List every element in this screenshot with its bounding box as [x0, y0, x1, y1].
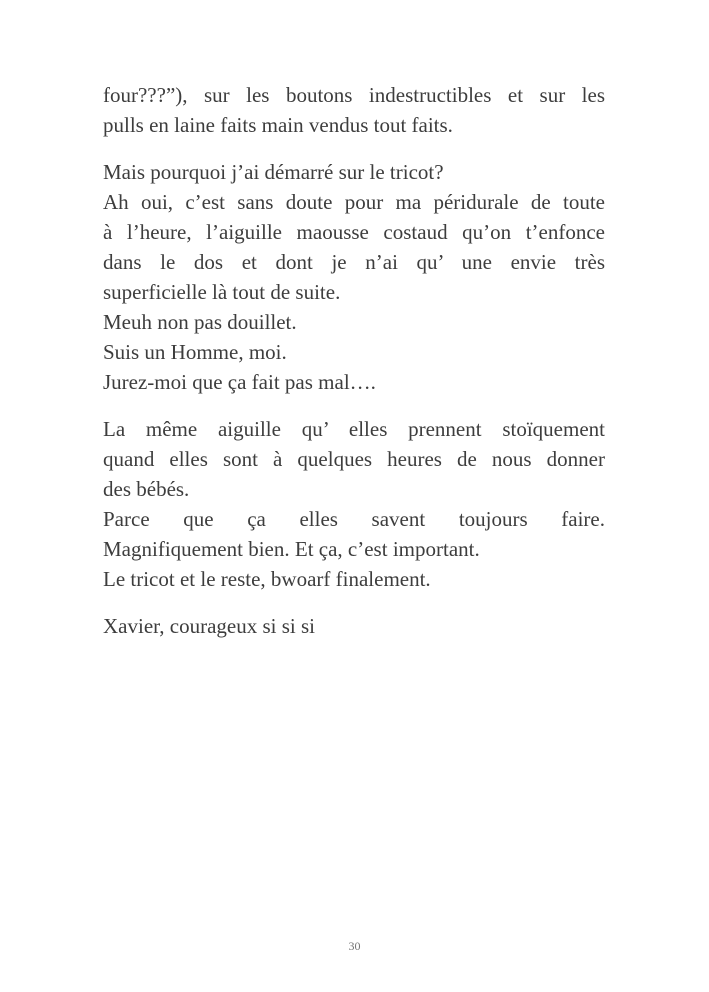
- text-line: pulls en laine faits main vendus tout faits.: [103, 113, 453, 137]
- text-content: [103, 80, 605, 641]
- paragraph-block: [103, 414, 605, 594]
- paragraph-block: [103, 80, 605, 140]
- signature-line: Xavier, courageux si si si: [103, 614, 316, 638]
- text-line: La même aiguille qu’ elles prennent stoïquement: [103, 417, 605, 441]
- text-line: Meuh non pas douillet.: [103, 310, 297, 334]
- text-line: dans le dos et dont je n’ai qu’ une envie très: [103, 250, 605, 274]
- page-number: 30: [348, 939, 361, 953]
- text-line: superficielle là tout de suite.: [103, 280, 341, 304]
- text-line: des bébés.: [103, 477, 190, 501]
- paragraph-block: [103, 157, 605, 397]
- text-line: quand elles sont à quelques heures de nous donner: [103, 447, 605, 471]
- paragraph-block: [103, 611, 605, 641]
- text-line: Le tricot et le reste, bwoarf finalement.: [103, 567, 431, 591]
- text-line: Magnifiquement bien. Et ça, c’est important.: [103, 537, 480, 561]
- text-line: Suis un Homme, moi.: [103, 340, 287, 364]
- text-line: Jurez-moi que ça fait pas mal….: [103, 370, 376, 394]
- text-line: four???”), sur les boutons indestructibles et sur les: [103, 83, 605, 107]
- text-line: Mais pourquoi j’ai démarré sur le tricot?: [103, 160, 444, 184]
- text-line: Ah oui, c’est sans doute pour ma péridurale de toute: [103, 190, 605, 214]
- text-line: Parce que ça elles savent toujours faire.: [103, 507, 605, 531]
- text-line: à l’heure, l’aiguille maousse costaud qu’on t’enfonce: [103, 220, 605, 244]
